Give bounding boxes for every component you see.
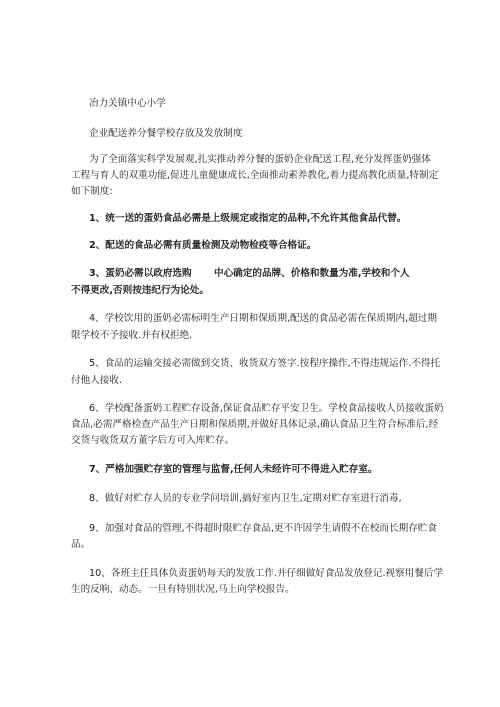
rule-line: 6、学校配备蛋奶工程贮存设备,保证食品贮存平安卫生。学校食品接收人员接收蛋奶	[89, 403, 444, 414]
document-title: 企业配送养分餐学校存放及发放制度	[89, 128, 243, 139]
rule-line: 3、蛋奶必需以政府选购	[89, 268, 192, 279]
rule-line: 不得更改,否则按违纪行为论处。	[71, 285, 209, 296]
rule-line: 4、学校饮用的蛋奶必需标明生产日期和保质期,配送的食品必需在保质期内,超过期	[89, 313, 437, 324]
rule-line: 1、统一送的蛋奶食品必需是上级规定或指定的品种,不允许其他食品代替。	[89, 213, 407, 224]
rule-line: 中心确定的品牌、价格和数量为准,学校和个人	[214, 268, 410, 279]
rule-line: 生的反响、动态。一旦有特别状况,马上向学校报告。	[71, 584, 295, 595]
rule-line: 7、严格加强贮存室的管理与监督,任何人未经许可不得进入贮存室。	[89, 464, 378, 475]
rule-line: 5、食品的运输交接必需做到交货、收货双方签字.按程序操作,不得违规运作.不得托	[89, 358, 441, 369]
rule-line: 品。	[71, 539, 91, 550]
rule-line: 9、加强对食品的管理,不得超时限贮存食品,更不许因学生请假不在校而长期存贮食	[89, 523, 437, 534]
intro-line: 为了全面落实科学发展观,扎实推动养分餐的蛋奶企业配送工程,充分发挥蛋奶强体	[89, 154, 431, 165]
rule-line: 限学校不予接收.并有权拒绝.	[71, 330, 193, 341]
rule-line: 付他人接收.	[71, 375, 123, 386]
rule-line: 10、各班主任具体负责蛋奶每天的发放工作.并仔细做好食品发放登记.视察用餐后学	[89, 568, 444, 579]
intro-line: 如下制度:	[71, 186, 113, 197]
rule-line: 交货与收货双方董字后方可入库贮存。	[71, 435, 235, 446]
rule-line: 食品,必需严格检查产品生产日期和保质期,并做好具体记录,确认食品卫生符合标准后,经	[71, 419, 439, 430]
intro-line: 工程与育人的双重功能,促进儿童健康成长,全面推动素养教化,着力提高教化质量,特制定	[71, 170, 439, 181]
rule-line: 8、做好对贮存人员的专业学问培训,搞好室内卫生,定期对贮存室进行消毒,	[89, 493, 402, 504]
rule-line: 2、配送的食品必需有质量检测及动物检疫等合格证。	[89, 240, 317, 251]
school-name: 冶力关镇中心小学	[89, 98, 166, 109]
